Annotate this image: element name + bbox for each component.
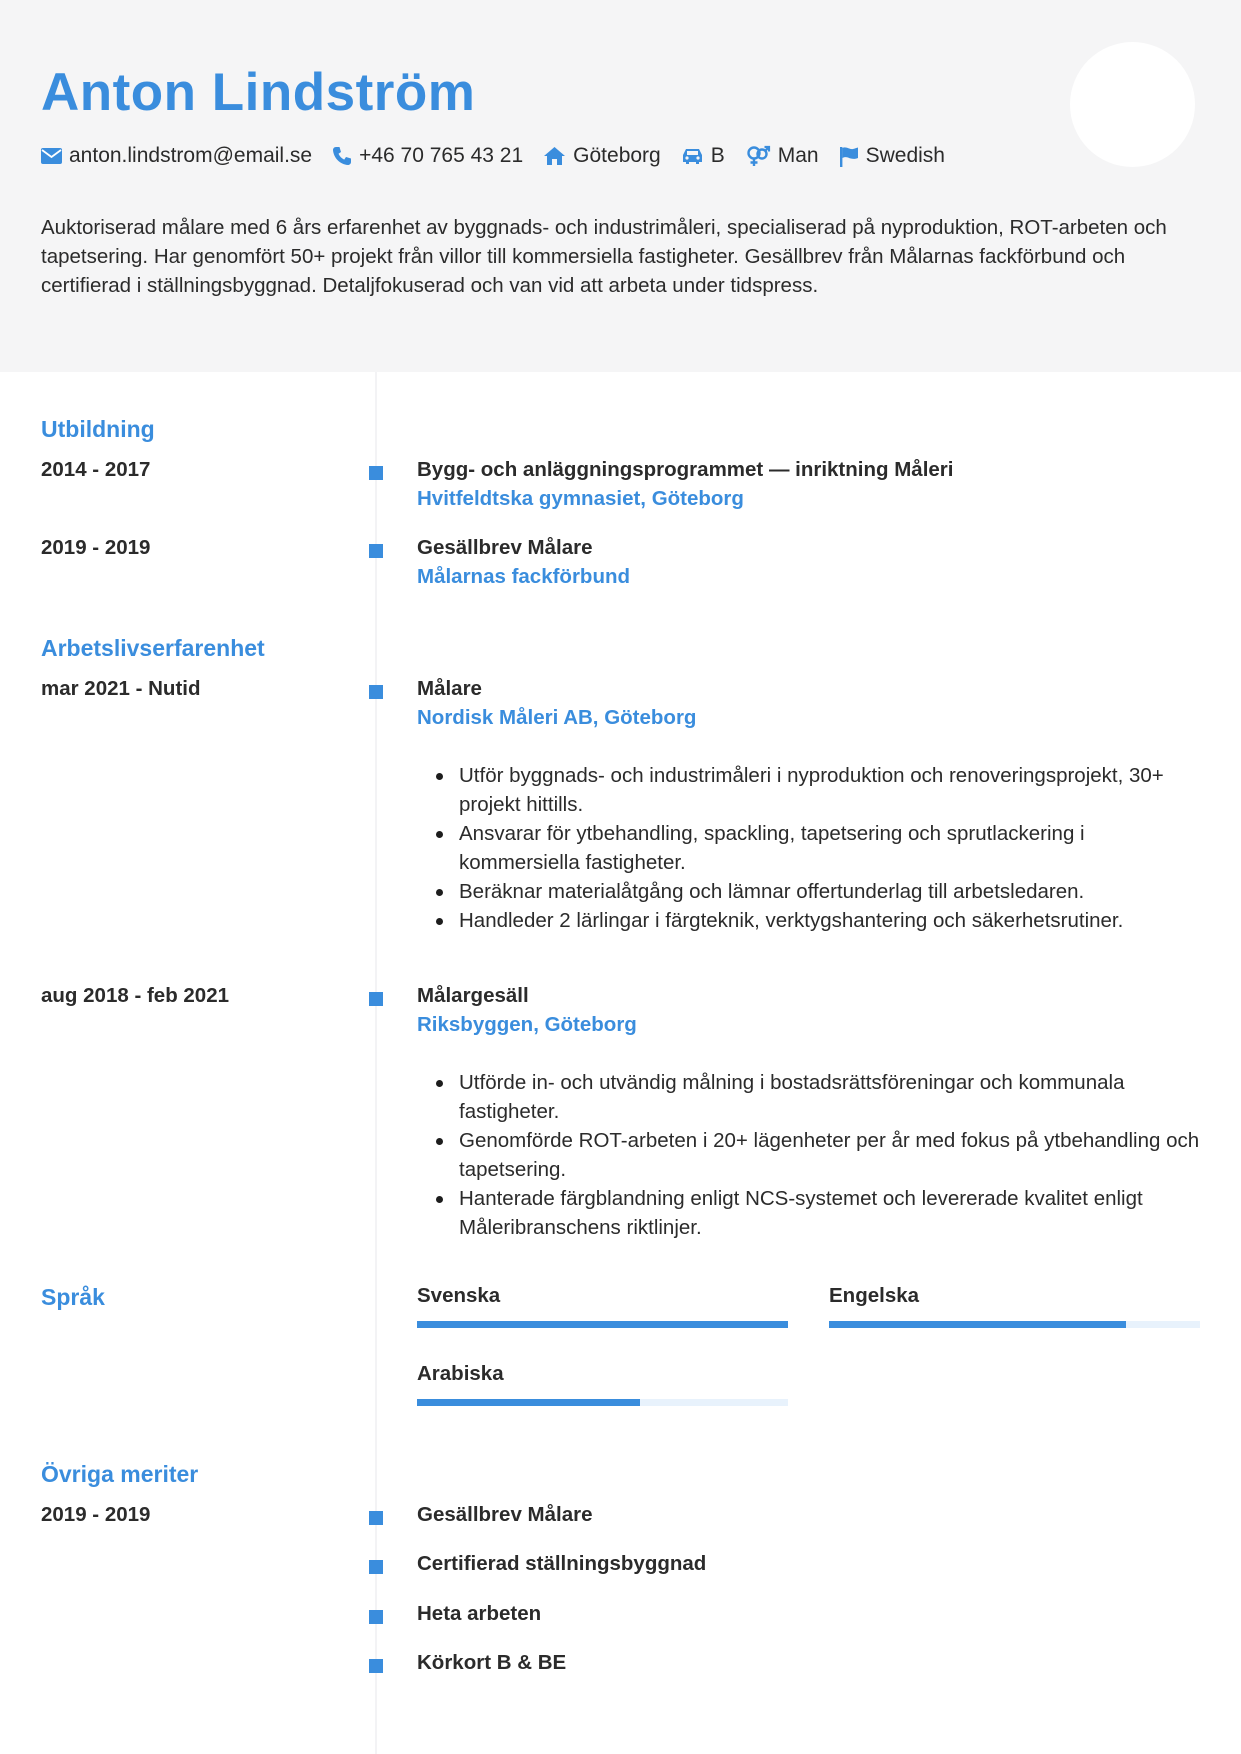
job-bullets xyxy=(432,1068,1202,1242)
contact-email[interactable] xyxy=(41,144,312,168)
timeline-marker xyxy=(369,544,383,558)
envelope-icon xyxy=(41,148,62,164)
language-level-bar xyxy=(417,1321,788,1328)
language-level-fill xyxy=(417,1399,640,1406)
contact-nationality xyxy=(839,144,945,168)
job-bullets xyxy=(432,761,1202,935)
job-title: Målare xyxy=(417,677,482,700)
timeline-marker xyxy=(369,1560,383,1574)
timeline-marker xyxy=(369,1610,383,1624)
contact-city xyxy=(543,144,661,168)
merit-item: Heta arbeten xyxy=(417,1602,542,1625)
profile-photo xyxy=(1070,42,1195,167)
timeline-marker xyxy=(369,1511,383,1525)
education-school: Målarnas fackförbund xyxy=(417,565,631,588)
list-item: Beräknar materialåtgång och lämnar offertunderlag till arbetsledaren. xyxy=(432,877,1202,906)
timeline-marker xyxy=(369,466,383,480)
profile-summary: Auktoriserad målare med 6 års erfarenhet av byggnads- och industrimåleri, specialiserad på nyproduktion, ROT-arbeten och tapetsering. Har genomfört 50+ projekt från villor till kommersiella fastigheter. Gesällbrev från Målarnas fackförbund och certifierad i ställningsbyggnad. Detaljfokuserad och van vid att arbeta under tidspress. xyxy=(41,216,1167,297)
header xyxy=(0,0,1241,372)
education-heading: Utbildning xyxy=(41,416,155,442)
experience-heading: Arbetslivserfarenhet xyxy=(41,635,265,661)
language-level-fill xyxy=(829,1321,1126,1328)
education-title: Bygg- och anläggningsprogrammet — inriktning Måleri xyxy=(417,458,954,481)
timeline-marker xyxy=(369,1659,383,1673)
job-employer: Riksbyggen, Göteborg xyxy=(417,1013,637,1036)
nationality-text: Swedish xyxy=(865,144,945,167)
merit-item: Certifierad ställningsbyggnad xyxy=(417,1552,707,1575)
language-level-bar xyxy=(829,1321,1200,1328)
language-name: Arabiska xyxy=(417,1362,504,1385)
list-item: Ansvarar för ytbehandling, spackling, tapetsering och sprutlackering i kommersiella fastigheter. xyxy=(432,819,1202,877)
education-date: 2014 - 2017 xyxy=(41,458,151,481)
other-heading: Övriga meriter xyxy=(41,1461,199,1487)
job-employer: Nordisk Måleri AB, Göteborg xyxy=(417,706,697,729)
merit-item: Körkort B & BE xyxy=(417,1651,567,1674)
language-name: Engelska xyxy=(829,1284,920,1307)
candidate-name: Anton Lindström xyxy=(41,63,476,122)
timeline-marker xyxy=(369,992,383,1006)
language-level-bar xyxy=(417,1399,788,1406)
list-item: Handleder 2 lärlingar i färgteknik, verktygshantering och säkerhetsrutiner. xyxy=(432,906,1202,935)
contact-license xyxy=(681,144,725,168)
contact-gender xyxy=(745,144,819,168)
email-text: anton.lindstrom@email.se xyxy=(69,144,313,167)
phone-icon xyxy=(332,146,352,166)
experience-date: mar 2021 - Nutid xyxy=(41,677,201,700)
education-title: Gesällbrev Målare xyxy=(417,536,593,559)
experience-date: aug 2018 - feb 2021 xyxy=(41,984,230,1007)
other-date: 2019 - 2019 xyxy=(41,1503,151,1526)
job-title: Målargesäll xyxy=(417,984,529,1007)
language-name: Svenska xyxy=(417,1284,501,1307)
list-item: Utför byggnads- och industrimåleri i nyproduktion och renoveringsprojekt, 30+ projekt hittills. xyxy=(432,761,1202,819)
list-item: Genomförde ROT-arbeten i 20+ lägenheter per år med fokus på ytbehandling och tapetsering. xyxy=(432,1126,1202,1184)
contact-row xyxy=(41,144,965,168)
list-item: Hanterade färgblandning enligt NCS-systemet och levererade kvalitet enligt Måleribranschens riktlinjer. xyxy=(432,1184,1202,1242)
languages-heading: Språk xyxy=(41,1284,105,1310)
education-school: Hvitfeldtska gymnasiet, Göteborg xyxy=(417,487,744,510)
license-text: B xyxy=(710,144,725,167)
gender-icon xyxy=(745,145,771,167)
list-item: Utförde in- och utvändig målning i bostadsrättsföreningar och kommunala fastigheter. xyxy=(432,1068,1202,1126)
gender-text: Man xyxy=(777,144,819,167)
timeline-marker xyxy=(369,685,383,699)
flag-icon xyxy=(839,146,859,167)
education-date: 2019 - 2019 xyxy=(41,536,151,559)
timeline-divider xyxy=(375,372,377,1754)
phone-text: +46 70 765 43 21 xyxy=(359,144,524,167)
city-text: Göteborg xyxy=(573,144,661,167)
merit-item: Gesällbrev Målare xyxy=(417,1503,593,1526)
language-level-fill xyxy=(417,1321,788,1328)
contact-phone[interactable] xyxy=(332,144,523,168)
home-icon xyxy=(543,146,566,166)
car-icon xyxy=(681,147,704,165)
